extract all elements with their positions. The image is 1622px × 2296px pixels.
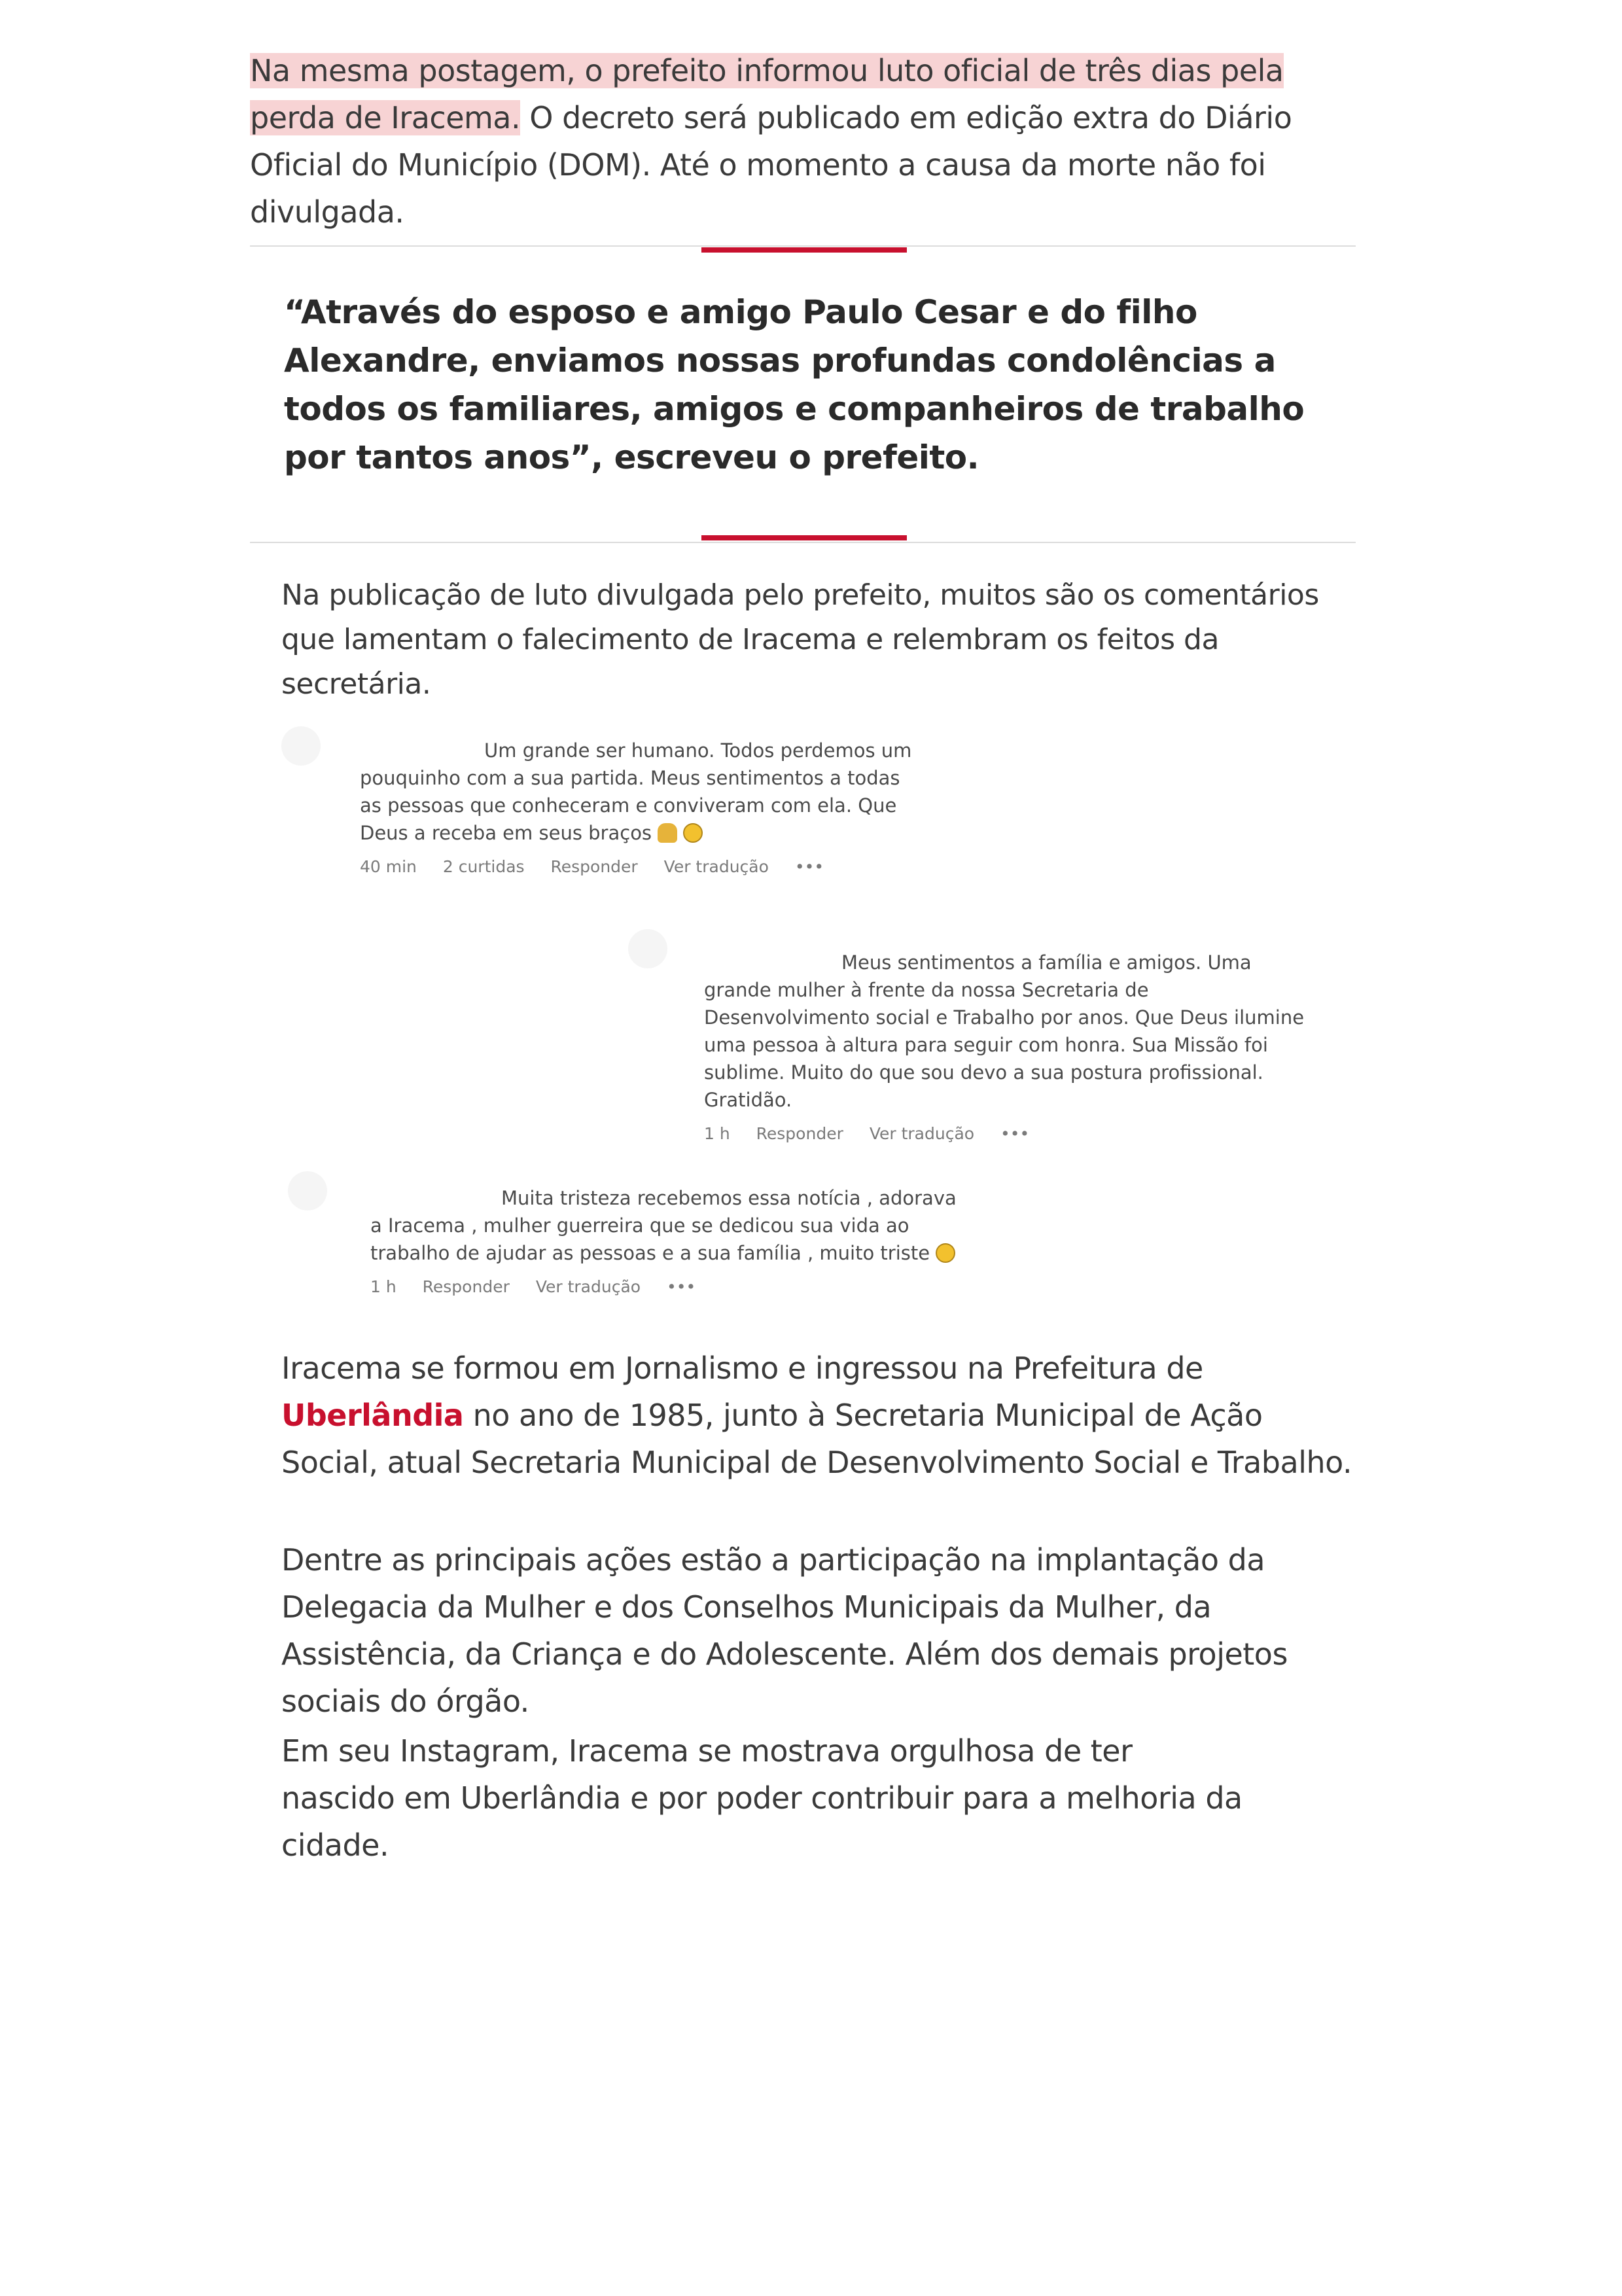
comments-intro: Na publicação de luto divulgada pelo prefeito, muitos são os comentários que lamentam o falecimento de Iracema e relembram os feitos da secretária. — [281, 578, 1319, 701]
bio-text-end: no ano de 1985, junto à Secretaria Municipal de Ação Social, atual Secretaria Municipal de Desenvolvimento Social e Trabalho. — [281, 1398, 1352, 1480]
comment-2 — [704, 949, 1306, 1148]
highlighted-text: Na mesma postagem, o prefeito informou luto oficial de três dias pela perda de Iracema. — [250, 53, 1284, 135]
more-options-icon[interactable]: ••• — [794, 857, 824, 876]
comment-meta — [360, 853, 923, 881]
quote-bottom-rule — [250, 542, 1356, 543]
comment-meta — [370, 1273, 959, 1301]
pray-emoji-icon — [658, 823, 677, 843]
reply-link[interactable]: Responder — [550, 857, 638, 876]
avatar — [281, 726, 321, 766]
actions-paragraph: Dentre as principais ações estão a participação na implantação da Delegacia da Mulher e dos Conselhos Municipais da Mulher, da Assistência, da Criança e do Adolescente. Além dos demais projetos sociais do órgão. — [281, 1542, 1288, 1719]
translate-link[interactable]: Ver tradução — [663, 857, 769, 876]
uberlandia-link[interactable]: Uberlândia — [281, 1398, 464, 1433]
quote-bottom-accent — [701, 535, 907, 540]
translate-link[interactable]: Ver tradução — [869, 1124, 975, 1143]
comment-3 — [370, 1184, 959, 1301]
comment-likes[interactable]: 2 curtidas — [442, 857, 525, 876]
quote-top-rule — [250, 245, 1356, 247]
more-options-icon[interactable]: ••• — [667, 1277, 696, 1296]
comment-text: Muita tristeza recebemos essa notícia , adorava a Iracema , mulher guerreira que se dedicou sua vida ao trabalho de ajudar as pessoas e a sua família , muito triste — [370, 1187, 957, 1264]
pull-quote: “Através do esposo e amigo Paulo Cesar e do filho Alexandre, enviamos nossas profundas condolências a todos os familiares, amigos e companheiros de trabalho por tantos anos”, escreveu o prefeito. — [284, 293, 1305, 476]
intro-text: O decreto será publicado em edição extra do Diário Oficial do Município (DOM). Até o momento a causa da morte não foi divulgada. — [250, 100, 1292, 230]
reply-link[interactable]: Responder — [756, 1124, 843, 1143]
bio-paragraph — [281, 1345, 1354, 1486]
avatar — [628, 929, 667, 968]
intro-paragraph — [250, 47, 1362, 236]
avatar — [288, 1171, 327, 1210]
comments-screenshot — [281, 713, 1315, 1310]
more-options-icon[interactable]: ••• — [1000, 1124, 1030, 1143]
comment-text: Um grande ser humano. Todos perdemos um pouquinho com a sua partida. Meus sentimentos a todas as pessoas que conheceram e conviveram com ela. Que Deus a receba em seus braços — [360, 739, 912, 844]
comment-time: 40 min — [360, 857, 417, 876]
comment-meta — [704, 1120, 1306, 1148]
reply-link[interactable]: Responder — [422, 1277, 510, 1296]
comment-text: Meus sentimentos a família e amigos. Uma grande mulher à frente da nossa Secretaria de Desenvolvimento social e Trabalho por anos. Que Deus ilumine uma pessoa à altura para seguir com honra. Sua Missão foi sublime. Muito do que sou devo a sua postura profissional. Gratidão. — [704, 951, 1305, 1111]
comment-time: 1 h — [370, 1277, 397, 1296]
sad-emoji-icon — [683, 823, 703, 843]
quote-top-accent — [701, 247, 907, 253]
comment-1 — [360, 737, 923, 881]
comment-time: 1 h — [704, 1124, 730, 1143]
bio-text: Iracema se formou em Jornalismo e ingressou na Prefeitura de — [281, 1351, 1203, 1386]
translate-link[interactable]: Ver tradução — [535, 1277, 641, 1296]
instagram-paragraph: Em seu Instagram, Iracema se mostrava orgulhosa de ter nascido em Uberlândia e por poder contribuir para a melhoria da cidade. — [281, 1733, 1243, 1863]
sad-emoji-icon — [936, 1243, 955, 1263]
